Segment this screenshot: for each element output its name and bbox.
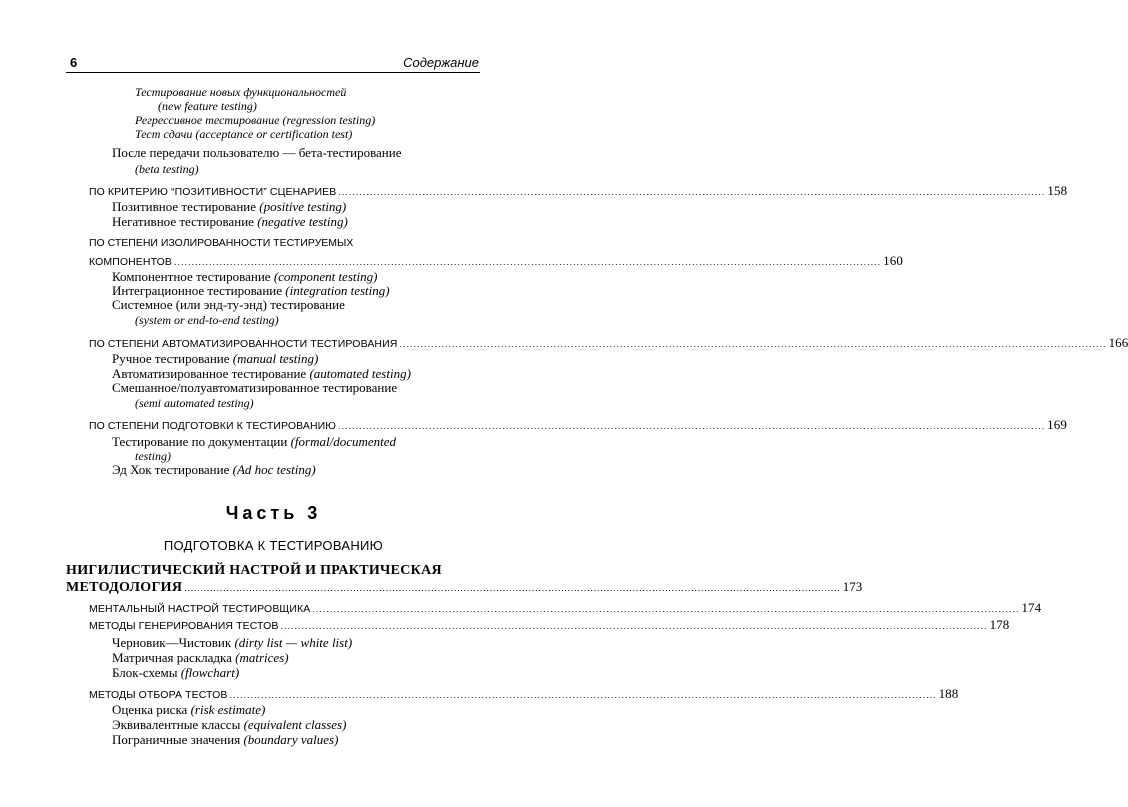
toc-section-label: КОМПОНЕНТОВ <box>89 256 173 268</box>
toc-entry: (system or end-to-end testing) <box>135 313 279 327</box>
toc-section <box>89 617 1010 633</box>
toc-entry: Тестирование по документации (formal/documented <box>112 434 397 449</box>
toc-section <box>89 183 1068 199</box>
toc-entry: (new feature testing) <box>158 99 257 113</box>
toc-entry: (beta testing) <box>135 162 199 176</box>
page-number: 6 <box>70 55 78 70</box>
toc-section-label: ПО СТЕПЕНИ ПОДГОТОВКИ К ТЕСТИРОВАНИЮ <box>89 420 337 432</box>
toc-section-label: ПО СТЕПЕНИ АВТОМАТИЗИРОВАННОСТИ ТЕСТИРОВАНИЯ <box>89 338 398 350</box>
toc-page-number: 158 <box>1047 183 1068 198</box>
toc-entry: Оценка риска (risk estimate) <box>112 702 266 717</box>
toc-entry: Позитивное тестирование (positive testing) <box>112 199 347 214</box>
running-header-title: Содержание <box>403 55 479 70</box>
chapter-title-line2: МЕТОДОЛОГИЯ <box>66 580 183 595</box>
toc-entry: testing) <box>135 449 171 463</box>
toc-entry: Тест сдачи (acceptance or certification test) <box>135 127 353 141</box>
toc-entry: Эд Хок тестирование (Ad hoc testing) <box>112 462 316 477</box>
toc-page-number: 169 <box>1047 417 1067 432</box>
toc-page-number: 178 <box>989 617 1010 632</box>
toc-page-number: 160 <box>883 253 903 268</box>
toc-section-label: МЕНТАЛЬНЫЙ НАСТРОЙ ТЕСТИРОВЩИКА <box>89 603 311 615</box>
dot-leader: .......................................................................................................................................................................................................... <box>174 257 882 267</box>
dot-leader: .......................................................................................................................................................................................................... <box>312 604 1020 614</box>
toc-entry: Интеграционное тестирование (integration testing) <box>112 283 390 298</box>
dot-leader: .......................................................................................................................................................................................................... <box>338 421 1046 431</box>
toc-entry: После передачи пользователю — бета-тестирование <box>112 145 402 160</box>
toc-entry: Тестирование новых функциональностей <box>135 85 347 99</box>
toc-entry: Негативное тестирование (negative testing) <box>112 214 348 229</box>
toc-page-number: 188 <box>938 686 959 701</box>
header-rule <box>66 72 480 73</box>
chapter-title: НИГИЛИСТИЧЕСКИЙ НАСТРОЙ И ПРАКТИЧЕСКАЯ <box>66 563 442 578</box>
toc-entry: Компонентное тестирование (component testing) <box>112 269 378 284</box>
part-title: ПОДГОТОВКА К ТЕСТИРОВАНИЮ <box>163 538 384 553</box>
toc-entry: Смешанное/полуавтоматизированное тестирование <box>112 380 398 395</box>
toc-entry: Регрессивное тестирование (regression testing) <box>135 113 376 127</box>
toc-section-label: ПО КРИТЕРИЮ “ПОЗИТИВНОСТИ” СЦЕНАРИЕВ <box>89 186 337 198</box>
toc-entry: Черновик—Чистовик (dirty list — white list) <box>112 635 353 650</box>
toc-entry: Автоматизированное тестирование (automated testing) <box>112 366 411 381</box>
dot-leader: .......................................................................................................................................................................................................... <box>229 690 937 700</box>
toc-section <box>89 686 959 702</box>
dot-leader: .......................................................................................................................................................................................................... <box>280 621 988 631</box>
toc-section-label: ПО СТЕПЕНИ ИЗОЛИРОВАННОСТИ ТЕСТИРУЕМЫХ <box>89 237 354 249</box>
part-heading: Часть 3 <box>225 503 322 523</box>
toc-entry: Системное (или энд-ту-энд) тестирование <box>112 297 345 312</box>
toc-entry: Ручное тестирование (manual testing) <box>112 351 319 366</box>
toc-page-number: 173 <box>842 579 863 594</box>
toc-section-label: МЕТОДЫ ГЕНЕРИРОВАНИЯ ТЕСТОВ <box>89 620 279 632</box>
toc-entry: Эквивалентные классы (equivalent classes) <box>112 717 347 732</box>
toc-entry: Блок-схемы (flowchart) <box>112 665 240 680</box>
toc-entry: Матричная раскладка (matrices) <box>112 650 289 665</box>
toc-section <box>89 253 903 269</box>
dot-leader: .......................................................................................................................................................................................................... <box>338 187 1046 197</box>
toc-entry: (semi automated testing) <box>135 396 254 410</box>
dot-leader: .......................................................................................................................................................................................................... <box>399 339 1107 349</box>
toc-section <box>89 417 1067 433</box>
toc-section <box>89 600 1042 616</box>
dot-leader: .......................................................................................................................................................................................................... <box>184 583 841 593</box>
toc-page-number: 166 <box>1108 335 1128 350</box>
toc-entry: Пограничные значения (boundary values) <box>112 732 339 747</box>
toc-section-label: МЕТОДЫ ОТБОРА ТЕСТОВ <box>89 689 228 701</box>
toc-page-number: 174 <box>1021 600 1042 615</box>
toc-section <box>89 335 1128 351</box>
chapter-entry <box>66 579 863 596</box>
